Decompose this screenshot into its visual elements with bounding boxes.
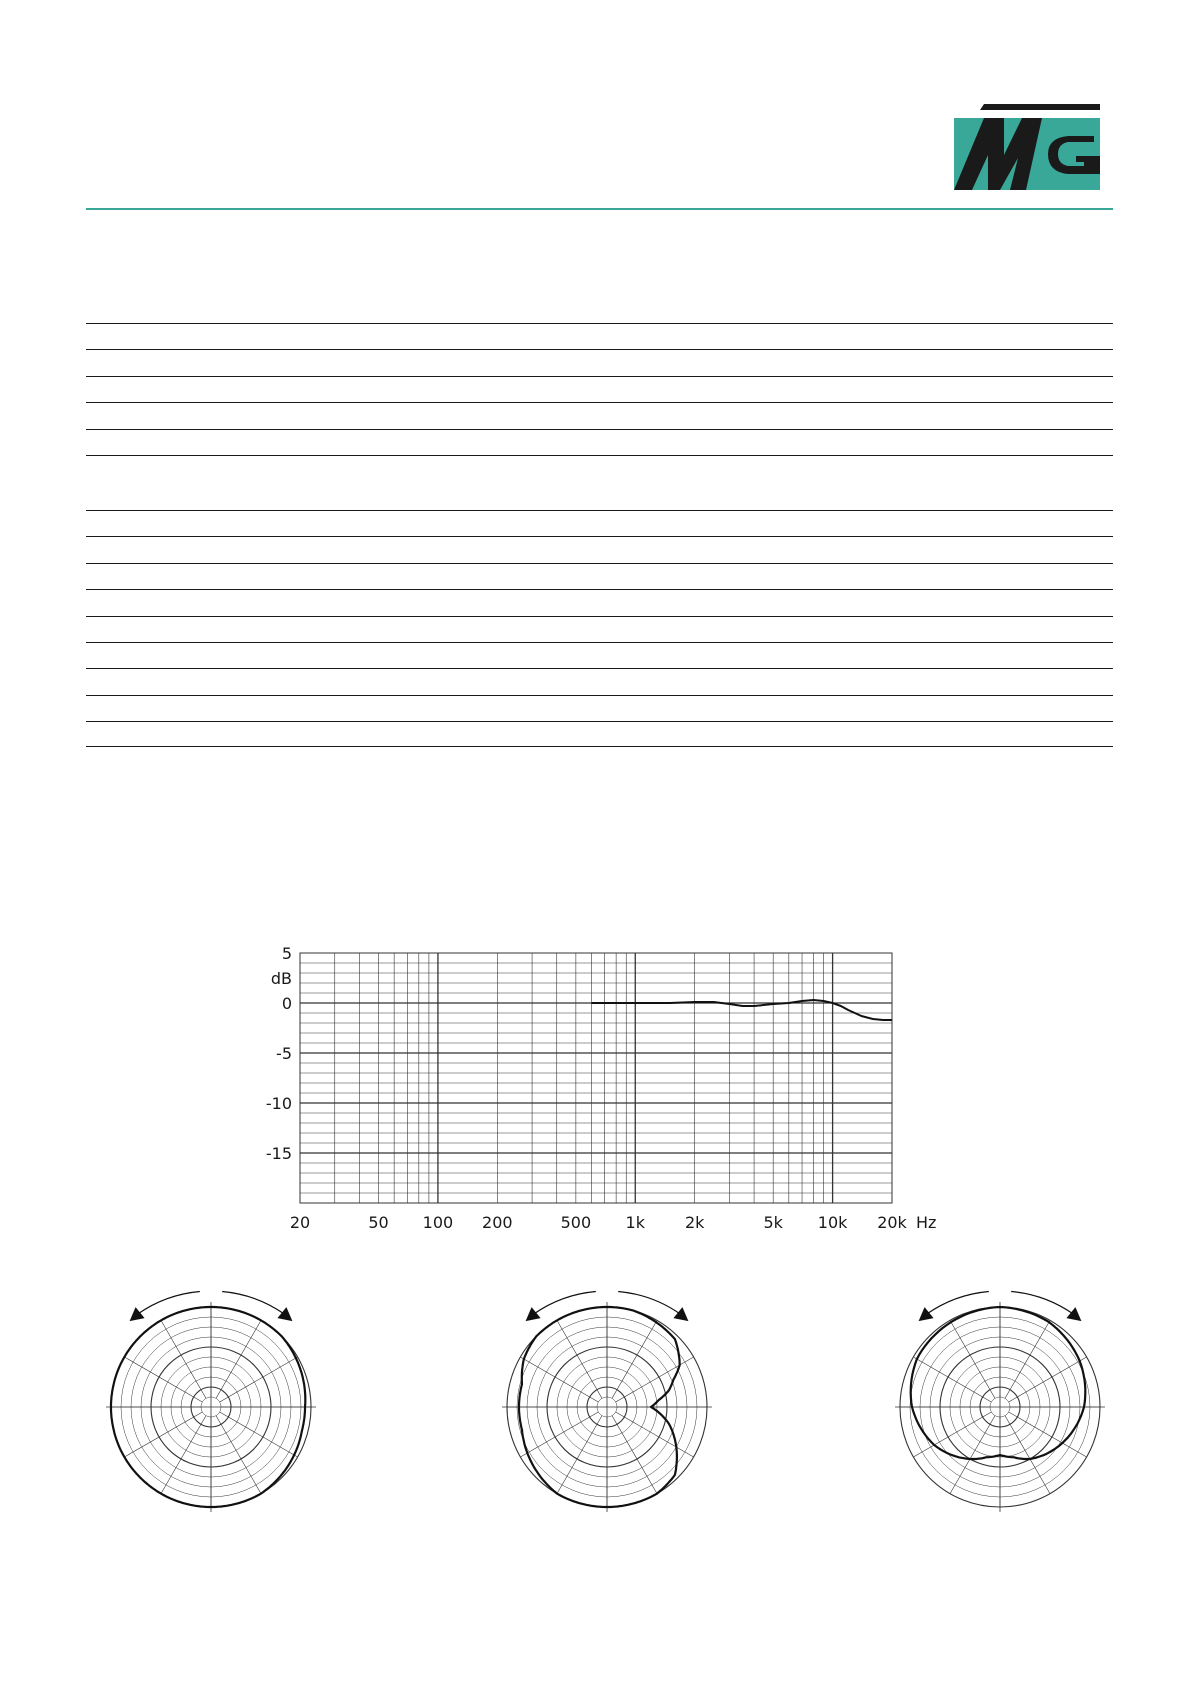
spec-row <box>86 589 1113 615</box>
frequency-response-chart <box>250 935 950 1235</box>
y-tick-label: -5 <box>276 1044 292 1063</box>
x-tick-label: 200 <box>482 1213 513 1232</box>
y-axis-label: dB <box>270 969 292 988</box>
polar-pattern-omni <box>96 1262 326 1512</box>
spec-row <box>86 510 1113 536</box>
spec-row <box>86 616 1113 642</box>
spec-table <box>86 323 1113 747</box>
x-tick-label: 1k <box>625 1213 645 1232</box>
spec-row <box>86 376 1113 402</box>
plot-frame <box>300 953 892 1203</box>
spec-row <box>86 642 1113 668</box>
spec-row <box>86 668 1113 694</box>
spec-row <box>86 402 1113 428</box>
x-tick-label: 500 <box>560 1213 592 1232</box>
x-axis-unit: Hz <box>916 1213 937 1232</box>
x-tick-label: 20k <box>877 1213 907 1232</box>
rotation-arc-right <box>618 1291 680 1314</box>
x-tick-label: 100 <box>422 1213 454 1232</box>
spec-row <box>86 563 1113 589</box>
x-tick-label: 50 <box>368 1213 389 1232</box>
polar-grid <box>895 1302 1105 1512</box>
polar-pattern-cardioid <box>885 1262 1115 1512</box>
polar-grid <box>502 1302 712 1512</box>
spec-row <box>86 536 1113 562</box>
y-tick-label: 5 <box>281 944 292 963</box>
rotation-arc-left <box>534 1291 596 1314</box>
mg-logo <box>944 100 1108 192</box>
arrow-right-icon <box>277 1307 292 1321</box>
rotation-arc-left <box>138 1291 200 1314</box>
arrow-left-icon <box>130 1307 145 1321</box>
logo-top-bar <box>980 104 1100 110</box>
spec-row <box>86 721 1113 747</box>
spec-row <box>86 349 1113 375</box>
logo-graphic <box>944 100 1108 192</box>
header-rule <box>86 208 1113 210</box>
spec-row <box>86 429 1113 455</box>
spec-row <box>86 695 1113 721</box>
x-tick-label: 20 <box>289 1213 311 1232</box>
spec-row <box>86 323 1113 349</box>
chart-grid <box>300 953 892 1203</box>
x-tick-label: 2k <box>684 1213 705 1232</box>
y-tick-label: 0 <box>281 994 292 1013</box>
arrow-right-icon <box>673 1307 688 1321</box>
polar-grid <box>106 1302 316 1512</box>
arrow-right-icon <box>1066 1307 1081 1321</box>
arrow-left-icon <box>526 1307 541 1321</box>
spec-row <box>86 455 1113 510</box>
polar-pattern-wide-cardioid <box>492 1262 722 1512</box>
arrow-left-icon <box>919 1307 934 1321</box>
x-tick-label: 5k <box>763 1213 783 1232</box>
rotation-arc-right <box>222 1291 284 1314</box>
y-tick-label: -15 <box>265 1144 292 1163</box>
y-tick-label: -10 <box>265 1094 292 1113</box>
x-tick-label: 10k <box>817 1213 848 1232</box>
